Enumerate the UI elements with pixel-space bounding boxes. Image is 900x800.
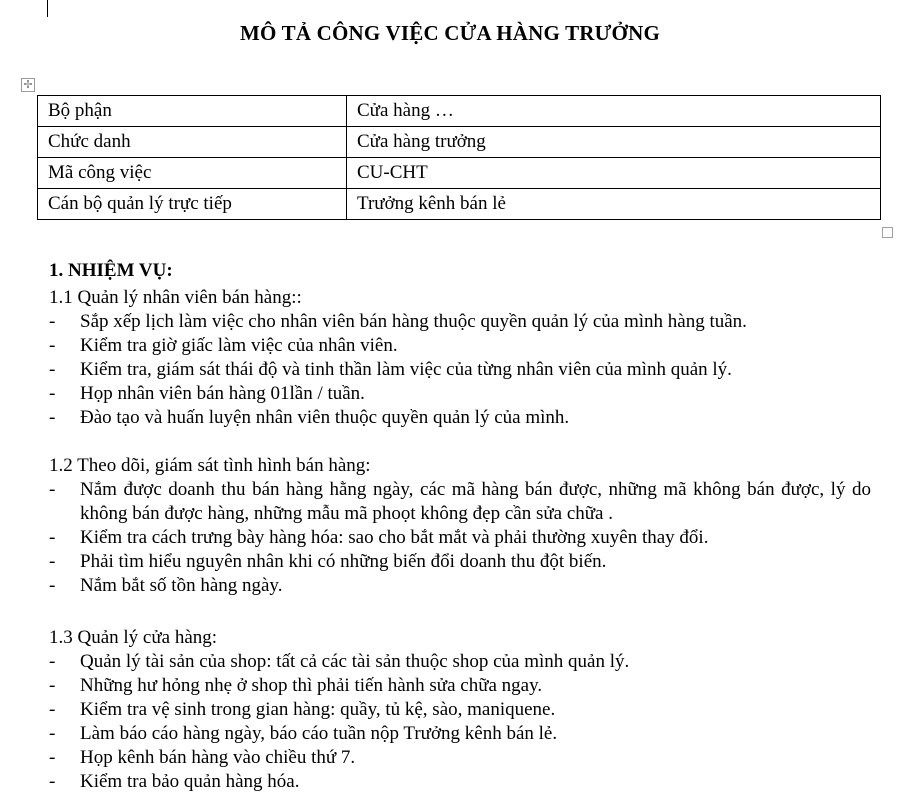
list-item — [49, 406, 871, 430]
page-title: MÔ TẢ CÔNG VIỆC CỬA HÀNG TRƯỞNG — [239, 21, 660, 45]
table-row — [38, 127, 881, 158]
list-item — [49, 358, 871, 382]
subsection-1-3 — [49, 626, 871, 794]
section-heading: 1. NHIỆM VỤ: — [49, 260, 173, 281]
list-item — [49, 746, 871, 770]
table-resize-handle[interactable] — [882, 227, 893, 238]
table-cell-label[interactable]: Chức danh — [38, 127, 347, 158]
table-row — [38, 158, 881, 189]
list-item-text: Kiểm tra cách trưng bày hàng hóa: sao cho bắt mắt và phải thường xuyên thay đổi. — [80, 527, 709, 548]
info-table — [37, 95, 881, 220]
list-item-text: Những hư hỏng nhẹ ở shop thì phải tiến hành sửa chữa ngay. — [80, 675, 543, 696]
subsection-1-1 — [49, 286, 871, 430]
list-item-text: Kiểm tra giờ giấc làm việc của nhân viên. — [80, 335, 398, 356]
list-dash: - — [49, 575, 56, 596]
list-dash: - — [49, 479, 56, 500]
list-dash: - — [49, 383, 56, 404]
list-item-text: Họp nhân viên bán hàng 01lần / tuần. — [80, 383, 365, 404]
list-item — [49, 722, 871, 746]
list-item — [49, 526, 871, 550]
subsection-1-2 — [49, 454, 871, 598]
list-dash: - — [49, 359, 56, 380]
list-item — [49, 478, 871, 526]
list-dash: - — [49, 651, 56, 672]
list-item — [49, 674, 871, 698]
list-item — [49, 550, 871, 574]
table-cell-value[interactable]: Trưởng kênh bán lẻ — [347, 189, 881, 220]
table-cell-value[interactable]: Cửa hàng trưởng — [347, 127, 881, 158]
list-item-text: Nắm bắt số tồn hàng ngày. — [80, 575, 283, 596]
list-dash: - — [49, 723, 56, 744]
list-dash: - — [49, 407, 56, 428]
table-move-icon[interactable]: ✢ — [21, 78, 35, 92]
table-cell-label[interactable]: Cán bộ quản lý trực tiếp — [38, 189, 347, 220]
list-item — [49, 698, 871, 722]
text-cursor — [47, 0, 48, 17]
list-dash: - — [49, 675, 56, 696]
list-item — [49, 770, 871, 794]
list-item-text: Quản lý tài sản của shop: tất cả các tài sản thuộc shop của mình quản lý. — [80, 651, 630, 672]
subsection-heading: 1.1 Quản lý nhân viên bán hàng:: — [49, 287, 302, 308]
table-row — [38, 189, 881, 220]
list-dash: - — [49, 747, 56, 768]
list-item-text: Nắm được doanh thu bán hàng hằng ngày, các mã hàng bán được, những mã không bán được, lý do không bán được hàng, những mẫu mã phoọt không đẹp cần sửa chữa . — [80, 479, 871, 524]
table-cell-label[interactable]: Bộ phận — [38, 96, 347, 127]
list-item — [49, 334, 871, 358]
list-dash: - — [49, 335, 56, 356]
list-dash: - — [49, 699, 56, 720]
table-cell-label[interactable]: Mã công việc — [38, 158, 347, 189]
table-cell-value[interactable]: CU-CHT — [347, 158, 881, 189]
list-dash: - — [49, 551, 56, 572]
list-item — [49, 650, 871, 674]
list-item-text: Kiểm tra, giám sát thái độ và tinh thần làm việc của từng nhân viên của mình quản lý. — [80, 359, 732, 380]
table-row — [38, 96, 881, 127]
list-item-text: Đào tạo và huấn luyện nhân viên thuộc quyền quản lý của mình. — [80, 407, 570, 428]
list-item-text: Làm báo cáo hàng ngày, báo cáo tuần nộp Trưởng kênh bán lẻ. — [80, 723, 558, 744]
list-item-text: Kiểm tra vệ sinh trong gian hàng: quầy, tủ kệ, sào, maniquene. — [80, 699, 556, 720]
list-item-text: Kiểm tra bảo quản hàng hóa. — [80, 771, 300, 792]
table-cell-value[interactable]: Cửa hàng … — [347, 96, 881, 127]
list-dash: - — [49, 527, 56, 548]
list-dash: - — [49, 771, 56, 792]
list-dash: - — [49, 311, 56, 332]
list-item-text: Phải tìm hiểu nguyên nhân khi có những biến đổi doanh thu đột biến. — [80, 551, 607, 572]
list-item — [49, 574, 871, 598]
list-item — [49, 382, 871, 406]
list-item-text: Sắp xếp lịch làm việc cho nhân viên bán hàng thuộc quyền quản lý của mình hàng tuần. — [80, 311, 747, 332]
subsection-heading: 1.3 Quản lý cửa hàng: — [49, 627, 218, 648]
list-item-text: Họp kênh bán hàng vào chiều thứ 7. — [80, 747, 356, 768]
list-item — [49, 310, 871, 334]
subsection-heading: 1.2 Theo dõi, giám sát tình hình bán hàng: — [49, 455, 371, 476]
